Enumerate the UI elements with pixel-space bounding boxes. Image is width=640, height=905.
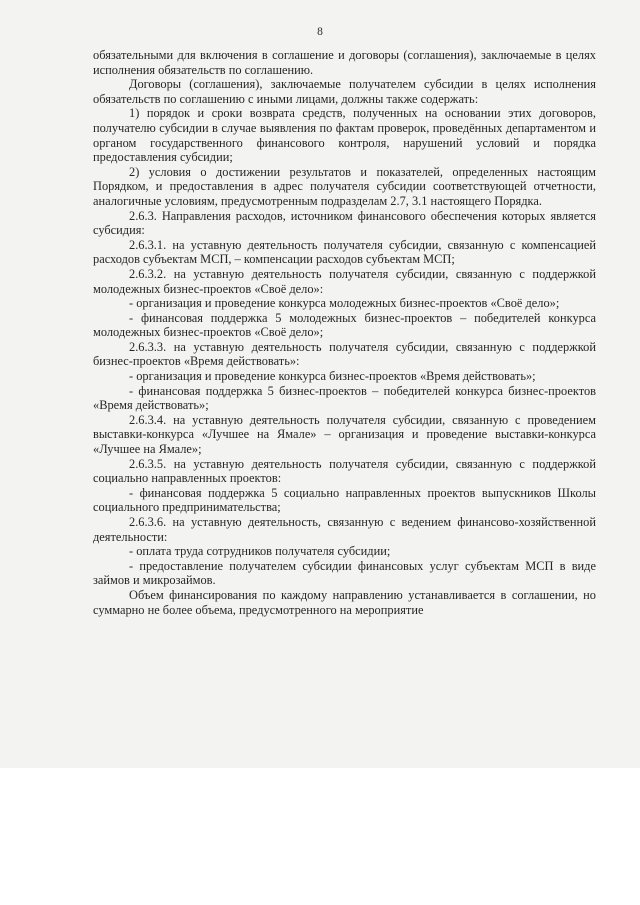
paragraph: 2.6.3.1. на уставную деятельность получателя субсидии, связанную с компенсацией расходов субъектам МСП, – компенсации расходов субъектам МСП; (93, 237, 596, 267)
paragraph: Объем финансирования по каждому направлению устанавливается в соглашении, но суммарно не более объема, предусмотренного на мероприятие (93, 587, 596, 617)
paragraph: 1) порядок и сроки возврата средств, полученных на основании этих договоров, получателю субсидии в случае выявления по фактам проверок, проведённых департаментом и органом государственного финансового контроля, нарушений условий и порядка предоставления субсидии; (93, 106, 596, 165)
paragraph: 2.6.3.5. на уставную деятельность получателя субсидии, связанную с поддержкой социально направленных проектов: (93, 456, 596, 486)
list-item: - оплата труда сотрудников получателя субсидии; (129, 544, 391, 559)
list-item: - финансовая поддержка 5 социально направленных проектов выпускников Школы социального предпринимательства; (93, 485, 596, 515)
blank-margin (0, 768, 640, 905)
paragraph: 2.6.3. Направления расходов, источником финансового обеспечения которых является субсидия: (93, 208, 596, 238)
paragraph: 2.6.3.3. на уставную деятельность получателя субсидии, связанную с поддержкой бизнес-проектов «Время действовать»: (93, 339, 596, 369)
list-item: - организация и проведение конкурса молодежных бизнес-проектов «Своё дело»; (129, 296, 560, 311)
list-item: - финансовая поддержка 5 бизнес-проектов – победителей конкурса бизнес-проектов «Время действовать»; (93, 383, 596, 413)
paragraph: 2.6.3.4. на уставную деятельность получателя субсидии, связанную с проведением выставки-конкурса «Лучшее на Ямале» – организация и проведение выставки-конкурса «Лучшее на Ямале»; (93, 412, 596, 457)
paragraph: обязательными для включения в соглашение и договоры (соглашения), заключаемые в целях исполнения обязательств по соглашению. (93, 48, 596, 77)
list-item: - организация и проведение конкурса бизнес-проектов «Время действовать»; (129, 369, 536, 384)
paragraph: Договоры (соглашения), заключаемые получателем субсидии в целях исполнения обязательств по соглашению с иными лицами, должны также содержать: (93, 77, 596, 106)
paragraph: 2) условия о достижении результатов и показателей, определенных настоящим Порядком, и предоставления в адрес получателя субсидии соответствующей отчетности, аналогичные условиям, предусмотренным подразделам 2.7, 3.1 настоящего Порядка. (93, 164, 596, 208)
page-number: 8 (317, 26, 323, 38)
paragraph: 2.6.3.2. на уставную деятельность получателя субсидии, связанную с поддержкой молодежных бизнес-проектов «Своё дело»: (93, 266, 596, 296)
paragraph: 2.6.3.6. на уставную деятельность, связанную с ведением финансово-хозяйственной деятельности: (93, 515, 596, 544)
list-item: - финансовая поддержка 5 молодежных бизнес-проектов – победителей конкурса молодежных бизнес-проектов «Своё дело»; (93, 310, 596, 340)
list-item: - предоставление получателем субсидии финансовых услуг субъектам МСП в виде займов и микрозаймов. (93, 558, 596, 588)
document-body (93, 48, 596, 617)
